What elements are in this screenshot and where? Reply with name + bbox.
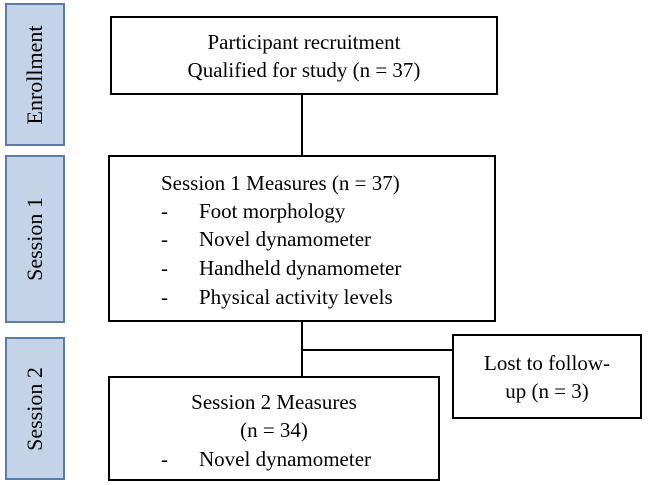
session2-item-novel-dynamometer [161,445,371,473]
bullet-dash: - [161,256,168,280]
session1-item-handheld-dynamometer [161,254,401,282]
bullet-dash: - [161,227,168,251]
stage-label-session1 [5,155,65,323]
stage-label-session2-text: Session 2 [22,366,47,451]
item-label: Foot morphology [199,199,346,223]
session2-box [108,376,440,481]
item-label: Novel dynamometer [199,447,372,471]
stage-label-enrollment [5,3,65,146]
enrollment-line1: Participant recruitment [207,30,401,54]
bullet-dash: - [161,447,168,471]
session2-heading [110,388,438,444]
item-label: Handheld dynamometer [199,256,402,280]
lost-box-text [454,349,640,405]
session1-box [108,155,496,322]
enrollment-box-text [112,28,496,84]
lost-line1: Lost to follow- [484,351,610,375]
enrollment-line2: Qualified for study (n = 37) [187,58,421,82]
enrollment-box [110,16,498,95]
session1-title: Session 1 Measures (n = 37) [161,171,400,195]
bullet-dash: - [161,199,168,223]
item-label: Physical activity levels [199,285,393,309]
session1-item-novel-dynamometer [161,225,371,253]
stage-label-enrollment-text: Enrollment [22,25,47,124]
stage-label-session2 [5,337,65,480]
connector-to-lost-box [301,349,453,351]
lost-to-follow-up-box [452,334,642,419]
session2-line1: Session 2 Measures [191,390,357,414]
session1-item-physical-activity [161,283,393,311]
bullet-dash: - [161,285,168,309]
session1-item-foot-morphology [161,197,345,225]
session2-line2: (n = 34) [240,418,308,442]
item-label: Novel dynamometer [199,227,372,251]
connector-enrollment-to-session1 [301,94,303,156]
stage-label-session1-text: Session 1 [22,197,47,281]
lost-line2: up (n = 3) [505,379,589,403]
